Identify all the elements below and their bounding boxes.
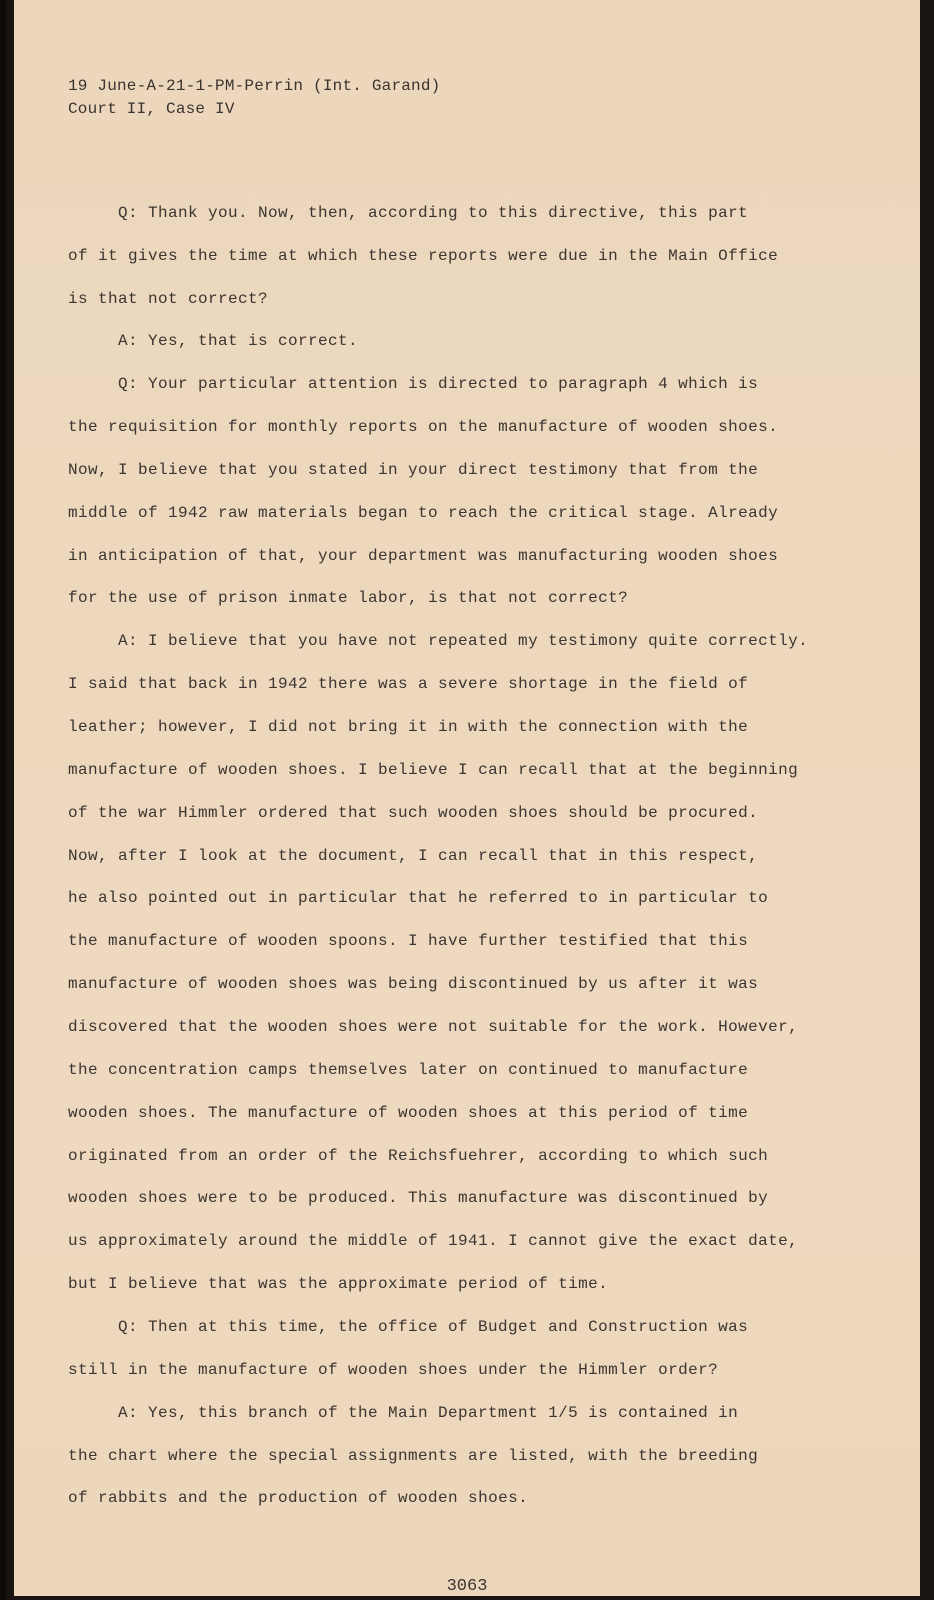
text-line: Q: Then at this time, the office of Budget and Construction was	[118, 1318, 749, 1336]
text-line: Now, I believe that you stated in your direct testimony that from the	[68, 461, 759, 479]
header-court-case: Court II, Case IV	[68, 100, 235, 118]
text-line: the concentration camps themselves later on continued to manufacture	[68, 1061, 749, 1079]
text-line: wooden shoes were to be produced. This manufacture was discontinued by	[68, 1189, 769, 1207]
page-number: 3063	[446, 1577, 488, 1596]
text-line: I said that back in 1942 there was a severe shortage in the field of	[68, 675, 749, 693]
text-line: but I believe that was the approximate period of time.	[68, 1275, 609, 1293]
text-line: he also pointed out in particular that he referred to in particular to	[68, 889, 769, 907]
scan-edge	[0, 0, 6, 1600]
text-line: still in the manufacture of wooden shoes under the Himmler order?	[68, 1361, 719, 1379]
text-line: leather; however, I did not bring it in with the connection with the	[68, 718, 749, 736]
text-line: discovered that the wooden shoes were not suitable for the work. However,	[68, 1018, 799, 1036]
text-line: A: Yes, that is correct.	[118, 332, 359, 350]
text-line: in anticipation of that, your department was manufacturing wooden shoes	[68, 547, 779, 565]
text-line: A: Yes, this branch of the Main Department 1/5 is contained in	[118, 1404, 739, 1422]
document-page	[14, 0, 920, 1596]
text-line: the chart where the special assignments are listed, with the breeding	[68, 1447, 759, 1465]
text-line: the manufacture of wooden spoons. I have further testified that this	[68, 932, 749, 950]
text-line: is that not correct?	[68, 290, 269, 308]
text-line: middle of 1942 raw materials began to reach the critical stage. Already	[68, 504, 779, 522]
text-line: the requisition for monthly reports on the manufacture of wooden shoes.	[68, 418, 779, 436]
text-line: A: I believe that you have not repeated my testimony quite correctly.	[118, 632, 809, 650]
header-session: 19 June-A-21-1-PM-Perrin (Int. Garand)	[68, 77, 441, 95]
text-line: of rabbits and the production of wooden shoes.	[68, 1489, 529, 1507]
text-line: originated from an order of the Reichsfuehrer, according to which such	[68, 1147, 769, 1165]
text-line: us approximately around the middle of 1941. I cannot give the exact date,	[68, 1232, 799, 1250]
text-line: for the use of prison inmate labor, is that not correct?	[68, 589, 629, 607]
text-line: wooden shoes. The manufacture of wooden shoes at this period of time	[68, 1104, 749, 1122]
text-line: manufacture of wooden shoes was being discontinued by us after it was	[68, 975, 759, 993]
text-line: Now, after I look at the document, I can recall that in this respect,	[68, 847, 759, 865]
text-line: of it gives the time at which these reports were due in the Main Office	[68, 247, 779, 265]
text-line: manufacture of wooden shoes. I believe I can recall that at the beginning	[68, 761, 799, 779]
text-line: Q: Your particular attention is directed to paragraph 4 which is	[118, 375, 759, 393]
text-line: of the war Himmler ordered that such wooden shoes should be procured.	[68, 804, 759, 822]
text-line: Q: Thank you. Now, then, according to this directive, this part	[118, 204, 749, 222]
